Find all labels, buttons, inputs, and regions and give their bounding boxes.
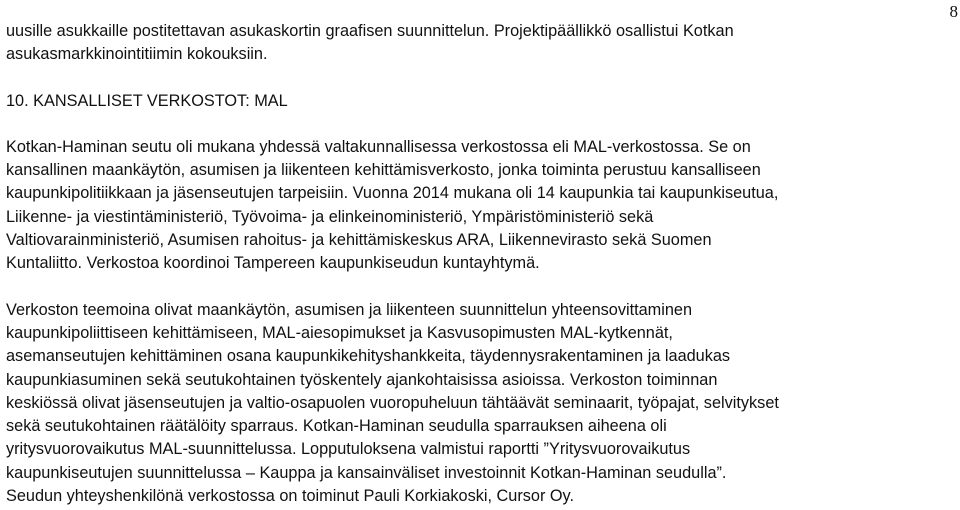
document-body	[6, 20, 954, 508]
text-line: asemanseutujen kehittäminen osana kaupunkikehityshankkeita, täydennysrakentaminen ja laadukas	[6, 347, 731, 366]
page-number: 8	[949, 2, 958, 21]
section-paragraph-1	[6, 136, 954, 276]
paragraph-spacer	[6, 67, 954, 90]
text-line: kaupunkiseutujen suunnittelussa – Kauppa ja kansainväliset investoinnit Kotkan-Haminan seudulla”.	[6, 463, 727, 482]
text-line: kaupunkipoliittiseen kehittämiseen, MAL-aiesopimukset ja Kasvusopimusten MAL-kytkennät,	[6, 323, 673, 342]
text-line: sekä seutukohtainen räätälöity sparraus. Kotkan-Haminan seudulla sparrauksen aiheena oli	[6, 417, 667, 436]
text-line: kaupunkipolitiikkaan ja jäsenseutujen tarpeisiin. Vuonna 2014 mukana oli 14 kaupunkia tai kaupunkiseutua,	[6, 184, 779, 203]
paragraph-spacer	[6, 276, 954, 299]
text-line: kaupunkiasuminen sekä seutukohtainen työskentely ajankohtaisissa asioissa. Verkoston toiminnan	[6, 370, 718, 389]
text-line: Verkoston teemoina olivat maankäytön, asumisen ja liikenteen suunnittelun yhteensovittaminen	[6, 300, 693, 319]
text-line: Seudun yhteyshenkilönä verkostossa on toiminut Pauli Korkiakoski, Cursor Oy.	[6, 487, 575, 506]
text-line: keskiössä olivat jäsenseutujen ja valtio-osapuolen vuoropuheluun tähtäävät seminaarit, työpajat, selvitykset	[6, 393, 779, 412]
text-line: asukasmarkkinointitiimin kokouksiin.	[6, 45, 268, 64]
text-line: Kuntaliitto. Verkostoa koordinoi Tampereen kaupunkiseudun kuntayhtymä.	[6, 254, 540, 273]
section-paragraph-2	[6, 299, 954, 509]
section-heading: 10. KANSALLISET VERKOSTOT: MAL	[6, 91, 288, 110]
paragraph-spacer	[6, 113, 954, 136]
text-line: yritysvuorovaikutus MAL-suunnittelussa. Lopputuloksena valmistui raportti ”Yritysvuorovaikutus	[6, 440, 691, 459]
intro-paragraph	[6, 20, 954, 67]
text-line: kansallinen maankäytön, asumisen ja liikenteen kehittämisverkosto, jonka toiminta perustuu kansalliseen	[6, 161, 761, 180]
text-line: Liikenne- ja viestintäministeriö, Työvoima- ja elinkeinoministeriö, Ympäristöministeriö sekä	[6, 207, 654, 226]
text-line: uusille asukkaille postitettavan asukaskortin graafisen suunnittelun. Projektipäällikkö osallistui Kotkan	[6, 22, 734, 40]
text-line: Kotkan-Haminan seutu oli mukana yhdessä valtakunnallisessa verkostossa eli MAL-verkostossa. Se on	[6, 137, 751, 156]
text-line: Valtiovarainministeriö, Asumisen rahoitus- ja kehittämiskeskus ARA, Liikennevirasto sekä Suomen	[6, 231, 712, 250]
